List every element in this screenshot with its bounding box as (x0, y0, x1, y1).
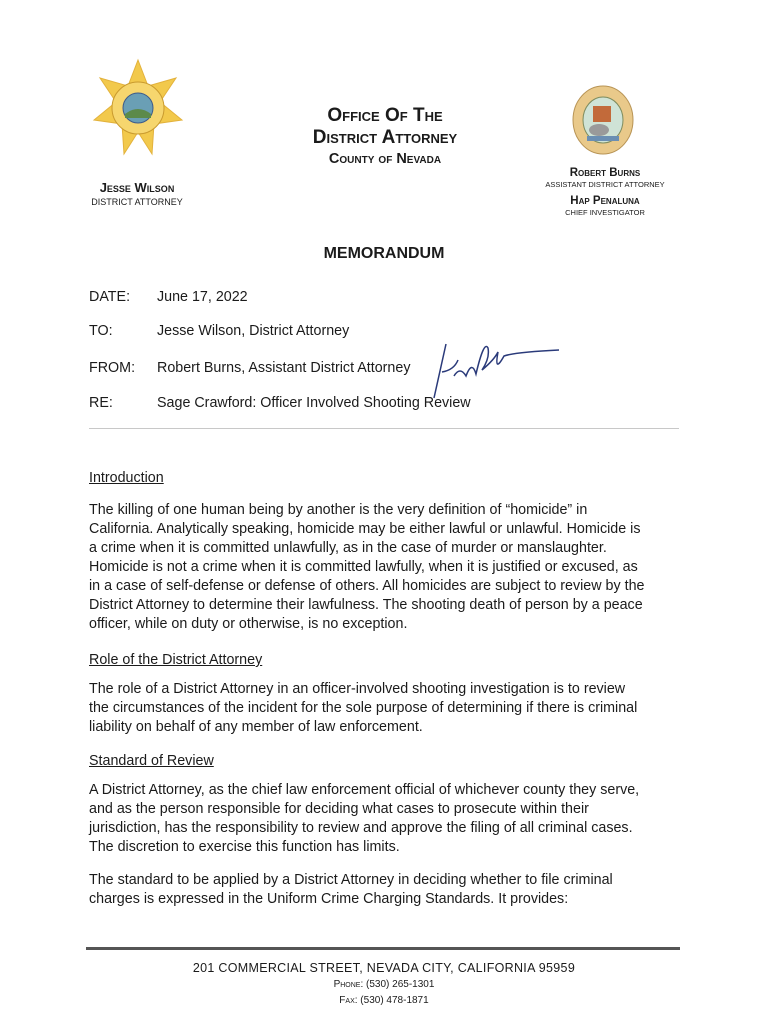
text-line: The killing of one human being by another is the very definition of “homicide” in (89, 502, 588, 518)
text-line: officer, while on duty or otherwise, is no exception. (89, 616, 408, 632)
handwritten-signature (424, 330, 564, 400)
standard-paragraph-2 (89, 871, 689, 909)
date-label: DATE: (89, 289, 131, 305)
county-name: County of Nevada (328, 151, 442, 167)
text-line: charges is expressed in the Uniform Crime Charging Standards. It provides: (89, 891, 569, 907)
ci-title: CHIEF INVESTIGATOR (565, 208, 645, 217)
text-line: The role of a District Attorney in an officer-involved shooting investigation is to review (89, 681, 626, 697)
text-line: The discretion to exercise this function has limits. (89, 839, 400, 855)
ada-name: Robert Burns (569, 167, 641, 179)
section-heading-standard: Standard of Review (89, 753, 214, 769)
text-line: a crime when it is committed unlawfully, as in the case of murder or manslaughter. (89, 540, 607, 556)
header-divider (89, 428, 679, 429)
section-heading-role: Role of the District Attorney (89, 652, 263, 668)
standard-paragraph (89, 781, 689, 857)
footer-phone: Phone: (530) 265-1301 (333, 979, 435, 990)
district-attorney-star-seal (92, 58, 184, 158)
text-line: Homicide is not a crime when it is committed lawfully, when it is justified or excused, as (89, 559, 638, 575)
text-line: liability on behalf of any member of law enforcement. (89, 719, 423, 735)
from-value: Robert Burns, Assistant District Attorney (157, 360, 411, 376)
text-line: California. Analytically speaking, homicide may be either lawful or unlawful. Homicide is (89, 521, 641, 537)
ci-name: Hap Penaluna (570, 195, 640, 207)
office-title (200, 105, 570, 169)
county-of-nevada-seal (571, 84, 635, 156)
footer-divider (86, 947, 680, 950)
text-line: A District Attorney, as the chief law enforcement official of whichever county they serve, (89, 782, 640, 798)
ada-title: ASSISTANT DISTRICT ATTORNEY (545, 180, 665, 189)
text-line: jurisdiction, has the responsibility to review and approve the filing of all criminal cases. (89, 820, 633, 836)
section-heading-introduction: Introduction (89, 470, 164, 486)
date-value: June 17, 2022 (157, 289, 248, 305)
office-line-2: District Attorney (312, 127, 458, 148)
text-line: in a case of self-defense or defense of others. All homicides are subject to review by the (89, 578, 645, 594)
introduction-paragraph (89, 501, 689, 634)
role-paragraph (89, 680, 689, 737)
staff-block (530, 167, 680, 217)
da-block (80, 180, 194, 207)
re-value: Sage Crawford: Officer Involved Shooting Review (157, 395, 471, 411)
text-line: The standard to be applied by a District Attorney in deciding whether to file criminal (89, 872, 613, 888)
footer-address: 201 COMMERCIAL STREET, NEVADA CITY, CALIFORNIA 95959 (192, 961, 576, 975)
re-label: RE: (89, 395, 113, 411)
from-label: FROM: (89, 360, 136, 376)
to-value: Jesse Wilson, District Attorney (157, 323, 350, 339)
text-line: District Attorney to determine their lawfulness. The shooting death of person by a peace (89, 597, 643, 613)
to-label: TO: (89, 323, 113, 339)
footer-fax: Fax: (530) 478-1871 (339, 995, 429, 1006)
da-name: Jesse Wilson (99, 180, 175, 195)
text-line: and as the person responsible for deciding what cases to prosecute within their (89, 801, 589, 817)
da-title: DISTRICT ATTORNEY (91, 197, 183, 207)
office-line-1: Office Of The (327, 105, 443, 126)
memo-title: MEMORANDUM (323, 245, 445, 262)
text-line: the circumstances of the incident for the sole purpose of determining if there is criminal (89, 700, 638, 716)
